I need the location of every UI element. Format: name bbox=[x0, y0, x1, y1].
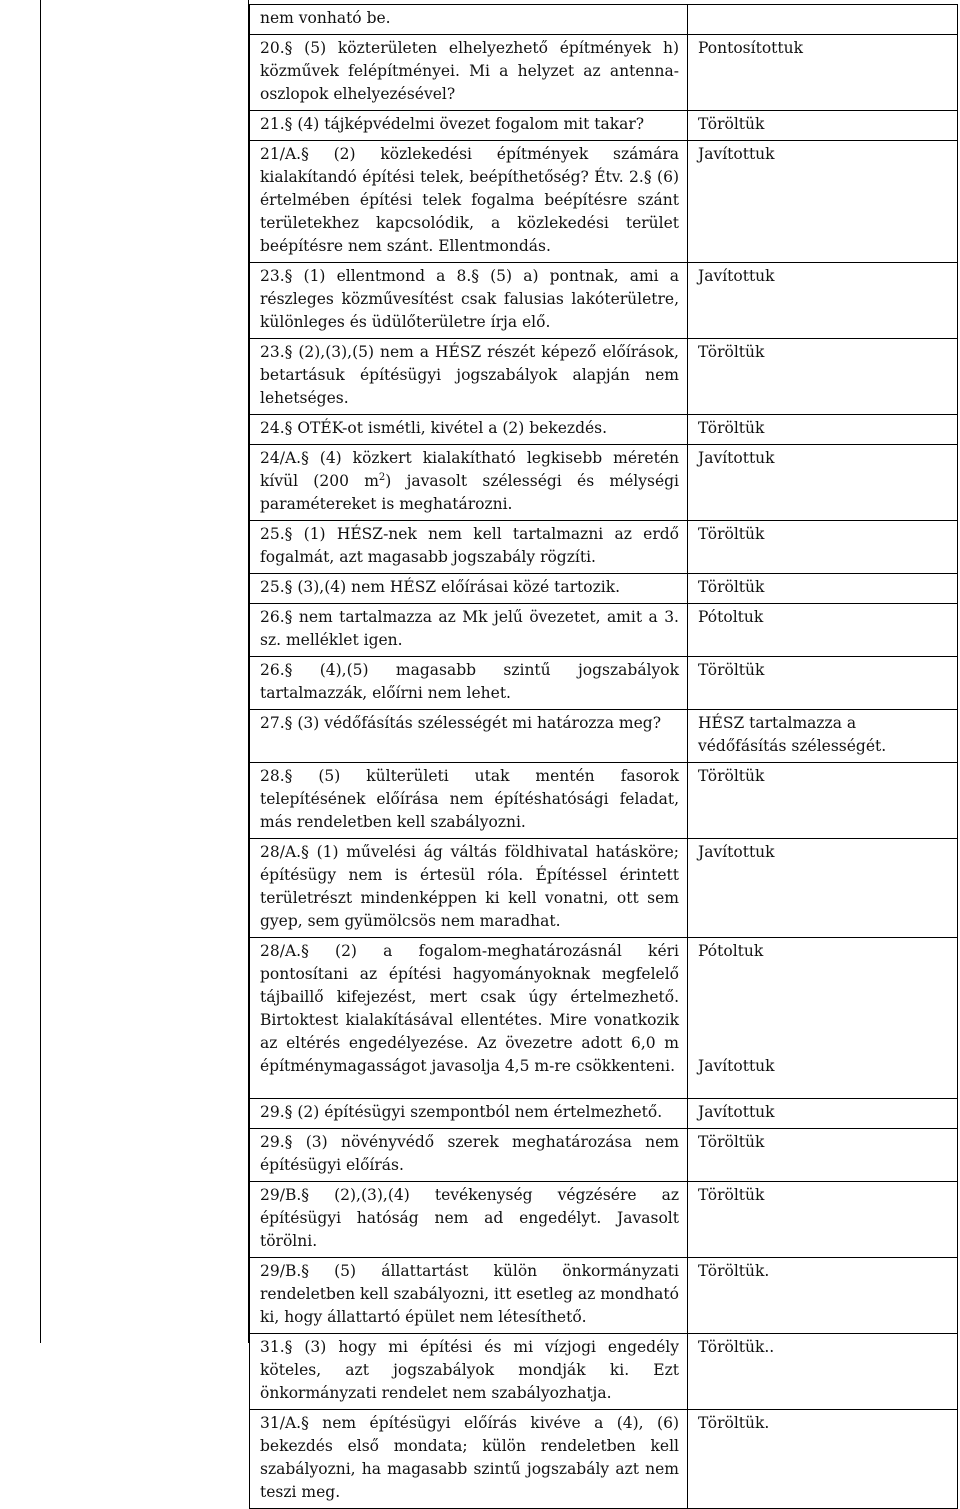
action-cell: Javítottuk bbox=[688, 839, 958, 938]
action-cell: Pontosítottuk bbox=[688, 35, 958, 111]
issue-cell: 28.§ (5) külterületi utak mentén fasorok telepítésének előírása nem építéshatósági feladat, más rendeletben kell szabályozni. bbox=[250, 763, 688, 839]
action-cell: Töröltük bbox=[688, 1129, 958, 1182]
issue-cell: 20.§ (5) közterületen elhelyezhető építmények h) közművek felépítményei. Mi a helyzet az antenna-oszlopok elhelyezésével? bbox=[250, 35, 688, 111]
table-row bbox=[250, 339, 958, 415]
action-text-second: Javítottuk bbox=[698, 1057, 775, 1075]
action-cell: Töröltük. bbox=[688, 1258, 958, 1334]
issue-cell: 23.§ (2),(3),(5) nem a HÉSZ részét képező előírások, betartásuk építésügyi jogszabályok alapján nem lehetséges. bbox=[250, 339, 688, 415]
left-margin-rule bbox=[40, 0, 41, 1343]
issue-cell bbox=[250, 445, 688, 521]
table-row bbox=[250, 604, 958, 657]
issue-text: ) javasolt szélességi és mélységi paramétereket is meghatározni. bbox=[260, 472, 679, 513]
issue-cell: 31/A.§ nem építésügyi előírás kivéve a (4), (6) bekezdés első mondata; külön rendeletben kell szabályozni, ha magasabb szintű jogszabály azt nem teszi meg. bbox=[250, 1410, 688, 1509]
issue-cell: 29.§ (2) építésügyi szempontból nem értelmezhető. bbox=[250, 1099, 688, 1129]
table-row bbox=[250, 763, 958, 839]
table-row bbox=[250, 1099, 958, 1129]
superscript: 2 bbox=[378, 471, 386, 483]
table-row bbox=[250, 1182, 958, 1258]
action-cell: HÉSZ tartalmazza a védőfásítás szélességét. bbox=[688, 710, 958, 763]
table-row bbox=[250, 445, 958, 521]
issue-cell: 31.§ (3) hogy mi építési és mi vízjogi engedély köteles, azt jogszabályok mondják ki. Ezt önkormányzati rendelet nem szabályozhatja. bbox=[250, 1334, 688, 1410]
table-row bbox=[250, 710, 958, 763]
issue-cell: nem vonható be. bbox=[250, 5, 688, 35]
action-cell: Javítottuk bbox=[688, 1099, 958, 1129]
table-row bbox=[250, 1258, 958, 1334]
issue-text: 24/A.§ (4) közkert kialakítható legkisebb méretén kívül (200 m bbox=[260, 449, 679, 490]
issue-cell: 21.§ (4) tájképvédelmi övezet fogalom mit takar? bbox=[250, 111, 688, 141]
table-row bbox=[250, 521, 958, 574]
table-row bbox=[250, 574, 958, 604]
issue-cell: 23.§ (1) ellentmond a 8.§ (5) a) pontnak, ami a részleges közművesítést csak falusias lakóterületre, különleges és üdülőterületre írja elő. bbox=[250, 263, 688, 339]
issue-cell: 25.§ (1) HÉSZ-nek nem kell tartalmazni az erdő fogalmát, azt magasabb jogszabály rögzíti. bbox=[250, 521, 688, 574]
issue-cell: 29/B.§ (5) állattartást külön önkormányzati rendeletben kell szabályozni, itt esetleg az mondható ki, hogy állattartó épület nem létesíthető. bbox=[250, 1258, 688, 1334]
action-spacer bbox=[698, 963, 949, 1055]
action-cell: Töröltük bbox=[688, 1182, 958, 1258]
action-cell: Töröltük.. bbox=[688, 1334, 958, 1410]
action-cell: Töröltük bbox=[688, 339, 958, 415]
issue-cell: 26.§ nem tartalmazza az Mk jelű övezetet, amit a 3. sz. melléklet igen. bbox=[250, 604, 688, 657]
issue-cell: 25.§ (3),(4) nem HÉSZ előírásai közé tartozik. bbox=[250, 574, 688, 604]
table-row bbox=[250, 839, 958, 938]
action-cell: Töröltük bbox=[688, 521, 958, 574]
action-text: Pótoltuk bbox=[698, 942, 764, 960]
table-row bbox=[250, 1334, 958, 1410]
action-cell: Töröltük. bbox=[688, 1410, 958, 1509]
action-cell: Töröltük bbox=[688, 574, 958, 604]
table-row bbox=[250, 938, 958, 1099]
issue-cell: 29/B.§ (2),(3),(4) tevékenység végzésére az építésügyi hatóság nem ad engedélyt. Javasolt törölni. bbox=[250, 1182, 688, 1258]
action-cell bbox=[688, 938, 958, 1099]
table-row bbox=[250, 1410, 958, 1509]
issue-cell: 26.§ (4),(5) magasabb szintű jogszabályok tartalmazzák, előírni nem lehet. bbox=[250, 657, 688, 710]
issue-cell: 28/A.§ (1) művelési ág váltás földhivatal hatásköre; építésügy nem is értesül róla. Építéssel érintett területrészt mindenképpen ki kell vonatni, ott sem gyep, sem gyümölcsös nem maradhat. bbox=[250, 839, 688, 938]
table-row bbox=[250, 1129, 958, 1182]
issue-cell: 28/A.§ (2) a fogalom-meghatározásnál kéri pontosítani az építési hagyományoknak megfelelő tájbaillő kifejezést, mert csak úgy értelmezhető. Birtoktest kialakításával ellentétes. Mire vonatkozik az eltérés engedélyezése. Az övezetre adott 6,0 m építménymagasságot javasolja 4,5 m-re csökkenteni. bbox=[250, 938, 688, 1099]
action-cell bbox=[688, 5, 958, 35]
table-row bbox=[250, 111, 958, 141]
table-row bbox=[250, 35, 958, 111]
issue-cell: 27.§ (3) védőfásítás szélességét mi határozza meg? bbox=[250, 710, 688, 763]
table-row bbox=[250, 141, 958, 263]
action-cell: Töröltük bbox=[688, 763, 958, 839]
issue-cell: 21/A.§ (2) közlekedési építmények számára kialakítandó építési telek, beépíthetőség? Étv. 2.§ (6) értelmében építési telek fogalma beépítésre szánt területekhez kapcsolódik, a közlekedési terület beépítésre nem szánt. Ellentmondás. bbox=[250, 141, 688, 263]
action-cell: Pótoltuk bbox=[688, 604, 958, 657]
review-table bbox=[249, 4, 958, 1509]
table-row bbox=[250, 263, 958, 339]
action-cell: Töröltük bbox=[688, 415, 958, 445]
action-cell: Javítottuk bbox=[688, 141, 958, 263]
action-cell: Töröltük bbox=[688, 111, 958, 141]
issue-cell: 24.§ OTÉK-ot ismétli, kivétel a (2) bekezdés. bbox=[250, 415, 688, 445]
table-row bbox=[250, 415, 958, 445]
action-cell: Javítottuk bbox=[688, 445, 958, 521]
table-row bbox=[250, 5, 958, 35]
action-cell: Javítottuk bbox=[688, 263, 958, 339]
table-row bbox=[250, 657, 958, 710]
action-cell: Töröltük bbox=[688, 657, 958, 710]
issue-cell: 29.§ (3) növényvédő szerek meghatározása nem építésügyi előírás. bbox=[250, 1129, 688, 1182]
